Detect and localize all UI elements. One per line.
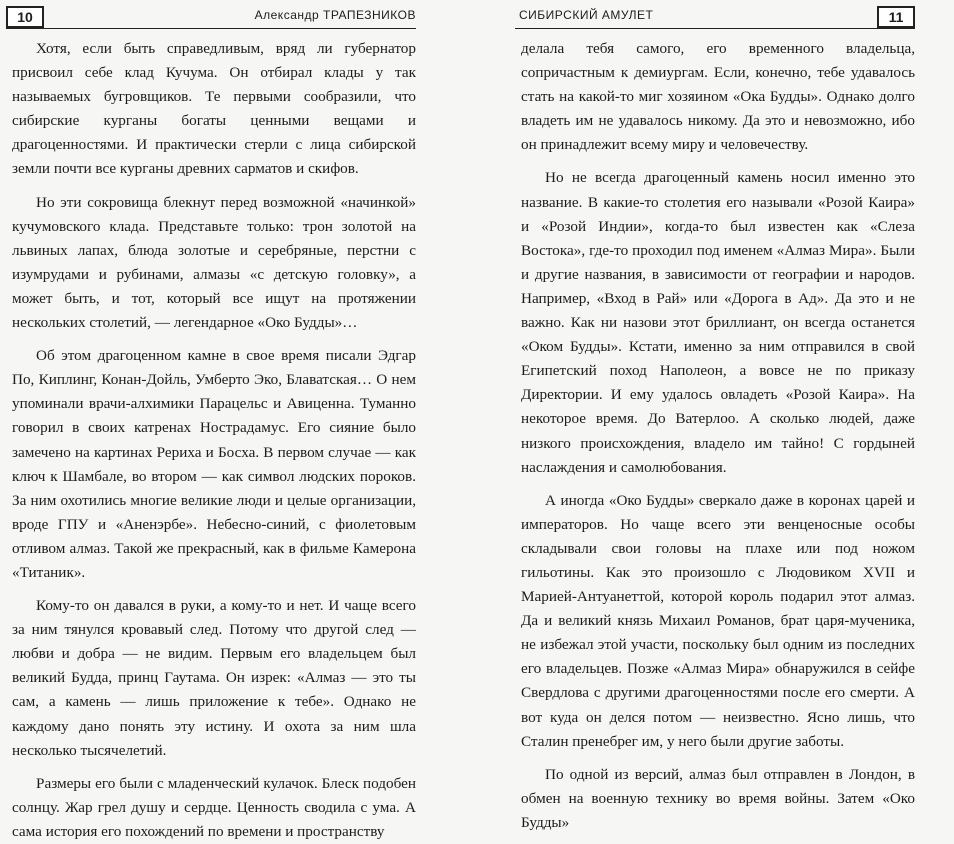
paragraph: Хотя, если быть справедливым, вряд ли губернатор присвоил себе клад Кучума. Он отбирал клады у так называемых бугровщиков. Те первыми сообразили, что сибирские курганы богаты ценными вещами и драгоценностями. И практически стерли с лица сибирской земли почти все курганы древних сарматов и скифов.: [12, 40, 416, 178]
page-number: 10: [6, 6, 44, 28]
body-text: [12, 37, 416, 844]
paragraph: По одной из версий, алмаз был отправлен в Лондон, в обмен на военную технику во время войны. Затем «Око Будды»: [521, 765, 915, 831]
running-head-author: Александр ТРАПЕЗНИКОВ: [254, 8, 416, 22]
page-number: 11: [877, 6, 915, 28]
paragraph-continuation: делала тебя самого, его временного владельца, сопричастным к демиургам. Если, конечно, тебе удавалось стать на какой-то миг хозяином «Ока Будды». Однако долго владеть им не удавалось никому. Да это и невозможно, ибо он принадлежит всему миру и человечеству.: [521, 40, 915, 154]
running-head-title: СИБИРСКИЙ АМУЛЕТ: [519, 8, 654, 22]
paragraph: Размеры его были с младенческий кулачок. Блеск подобен солнцу. Жар грел душу и сердце. Ценность сводила с ума. А сама история его похождений по времени и пространству: [12, 774, 416, 840]
paragraph: Кому-то он давался в руки, а кому-то и нет. И чаще всего за ним тянулся кровавый след. Потому что другой след — любви и добра — не видим. Первым его владельцем был великий Будда, принц Гаутама. Он изрек: «Алмаз — это ты сам, а камень — лишь приложение к тебе». Однако не каждому дано понять эту истину. И охота за ним шла несколько тысячелетий.: [12, 597, 416, 759]
running-header: [515, 6, 915, 29]
paragraph: Но эти сокровища блекнут перед возможной «начинкой» кучумовского клада. Представьте только: трон золотой на львиных лапах, блюда золотые и серебряные, перстни с изумрудами и рубинами, алмазы «с детскую головку», а может быть, и тот, который все ищут на протяжении нескольких столетий, — легендарное «Око Будды»…: [12, 193, 416, 332]
paragraph: Но не всегда драгоценный камень носил именно это название. В какие-то столетия его называли «Розой Каира» и «Розой Индии», когда-то был известен как «Слеза Востока», где-то проходил под именем «Алмаз Мира». Были и другие названия, в зависимости от географии и народов. Например, «Вход в Рай» или «Дорога в Ад». Да это и не важно. Как ни назови этот бриллиант, он всегда останется «Оком Будды». Кстати, именно за ним отправился в свой Египетский поход Наполеон, а вовсе не по приказу Директории. И ему удалось овладеть «Розой Каира». На некоторое время. До Ватерлоо. А сколько людей, даже низкого происхождения, владело им тайно! С гордыней наслаждения и самолюбования.: [521, 169, 915, 476]
running-header: [6, 6, 416, 29]
body-text: [521, 37, 915, 835]
paragraph: Об этом драгоценном камне в свое время писали Эдгар По, Киплинг, Конан-Дойль, Умберто Эко, Блаватская… О нем упоминали врачи-алхимики Парацельс и Авиценна. Туманно говорил в своих катренах Нострадамус. Его сияние было замечено на картинах Рериха и Босха. В первом случае — как ключ к Шамбале, во втором — как символ людских пороков. За ним охотились многие великие люди и целые организации, вроде ГПУ и «Аненэрбе». Небесно-синий, с фиолетовым отливом алмаз. Такой же прекрасный, как в фильме Камерона «Титаник».: [12, 347, 416, 581]
paragraph: А иногда «Око Будды» сверкало даже в коронах царей и императоров. Но чаще всего эти венценосные особы складывали свои головы на плахе или под ножом гильотины. Как это произошло с Людовиком XVII и Марией-Антуанеттой, которой король подарил этот алмаз. Да и великий князь Михаил Романов, брат царя-мученика, не избежал этой участи, поскольку был одним из последних его владельцев. Позже «Алмаз Мира» обнаружился в сейфе Свердлова с другими драгоценностями после его смерти. А вот куда он делся потом — неизвестно. Ясно лишь, что Сталин пренебрег им, у него были другие заботы.: [521, 491, 915, 750]
left-page: [0, 0, 477, 840]
right-page: [477, 0, 954, 831]
